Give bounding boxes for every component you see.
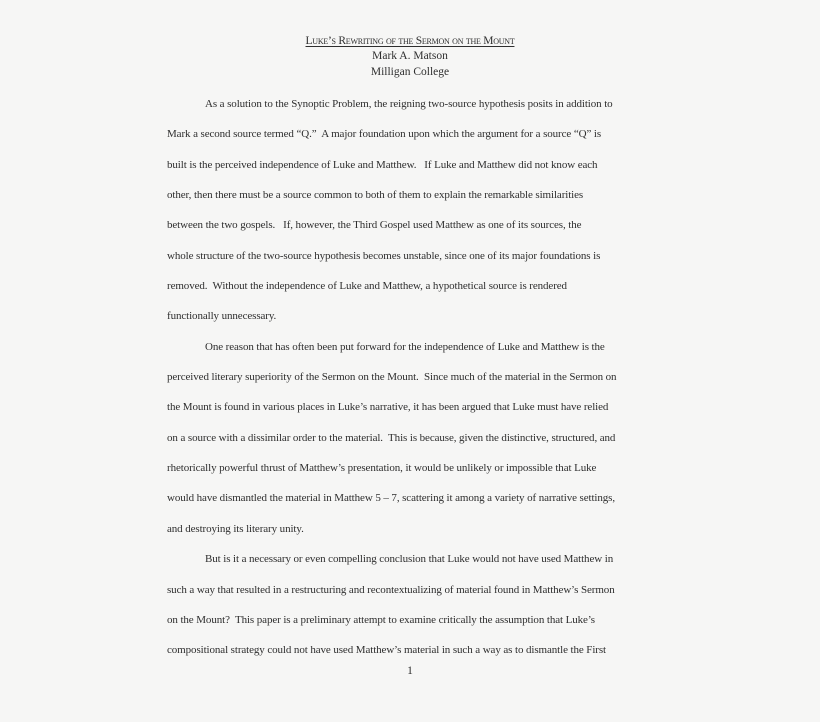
paragraph-literary-superiority	[167, 332, 667, 544]
text-line: whole structure of the two-source hypothesis becomes unstable, since one of its major foundations is	[167, 249, 601, 262]
text-line: would have dismantled the material in Matthew 5 – 7, scattering it among a variety of narrative settings,	[167, 492, 616, 505]
text-line: compositional strategy could not have used Matthew’s material in such a way as to dismantle the First	[167, 644, 606, 657]
text-line: removed. Without the independence of Luke and Matthew, a hypothetical source is rendered	[167, 280, 567, 293]
text-line: and destroying its literary unity.	[167, 522, 304, 535]
text-line: Mark a second source termed “Q.” A major foundation upon which the argument for a source “Q” is	[167, 128, 602, 141]
text-line: perceived literary superiority of the Sermon on the Mount. Since much of the material in the Sermon on	[167, 371, 617, 384]
text-line: such a way that resulted in a restructuring and recontextualizing of material found in Matthew’s Sermon	[167, 583, 615, 596]
document-footer	[0, 664, 820, 679]
document-header	[0, 34, 820, 80]
author-affiliation: Milligan College	[370, 65, 450, 78]
text-line: between the two gospels. If, however, the Third Gospel used Matthew as one of its sources, the	[167, 219, 582, 232]
text-line: on a source with a dissimilar order to the material. This is because, given the distinctive, structured, and	[167, 431, 616, 444]
text-line: functionally unnecessary.	[167, 310, 277, 323]
text-line: on the Mount? This paper is a preliminary attempt to examine critically the assumption that Luke’s	[167, 613, 595, 626]
text-line: But is it a necessary or even compelling conclusion that Luke would not have used Matthew in	[205, 553, 614, 566]
text-line: other, then there must be a source common to both of them to explain the remarkable similarities	[167, 189, 584, 202]
document-body	[167, 89, 667, 666]
page-number: 1	[407, 665, 413, 677]
paragraph-thesis-statement	[167, 544, 667, 665]
text-line: built is the perceived independence of Luke and Matthew. If Luke and Matthew did not know each	[167, 158, 598, 171]
paragraph-synoptic-problem	[167, 89, 667, 332]
author-name: Mark A. Matson	[372, 50, 448, 63]
page-title: Luke’s Rewriting of the Sermon on the Mount	[305, 35, 515, 47]
text-line: the Mount is found in various places in Luke’s narrative, it has been argued that Luke must have relied	[167, 401, 609, 414]
text-line: As a solution to the Synoptic Problem, the reigning two-source hypothesis posits in addition to	[205, 98, 613, 110]
text-line: One reason that has often been put forward for the independence of Luke and Matthew is the	[205, 340, 605, 353]
text-line: rhetorically powerful thrust of Matthew’s presentation, it would be unlikely or impossible that Luke	[167, 462, 597, 475]
